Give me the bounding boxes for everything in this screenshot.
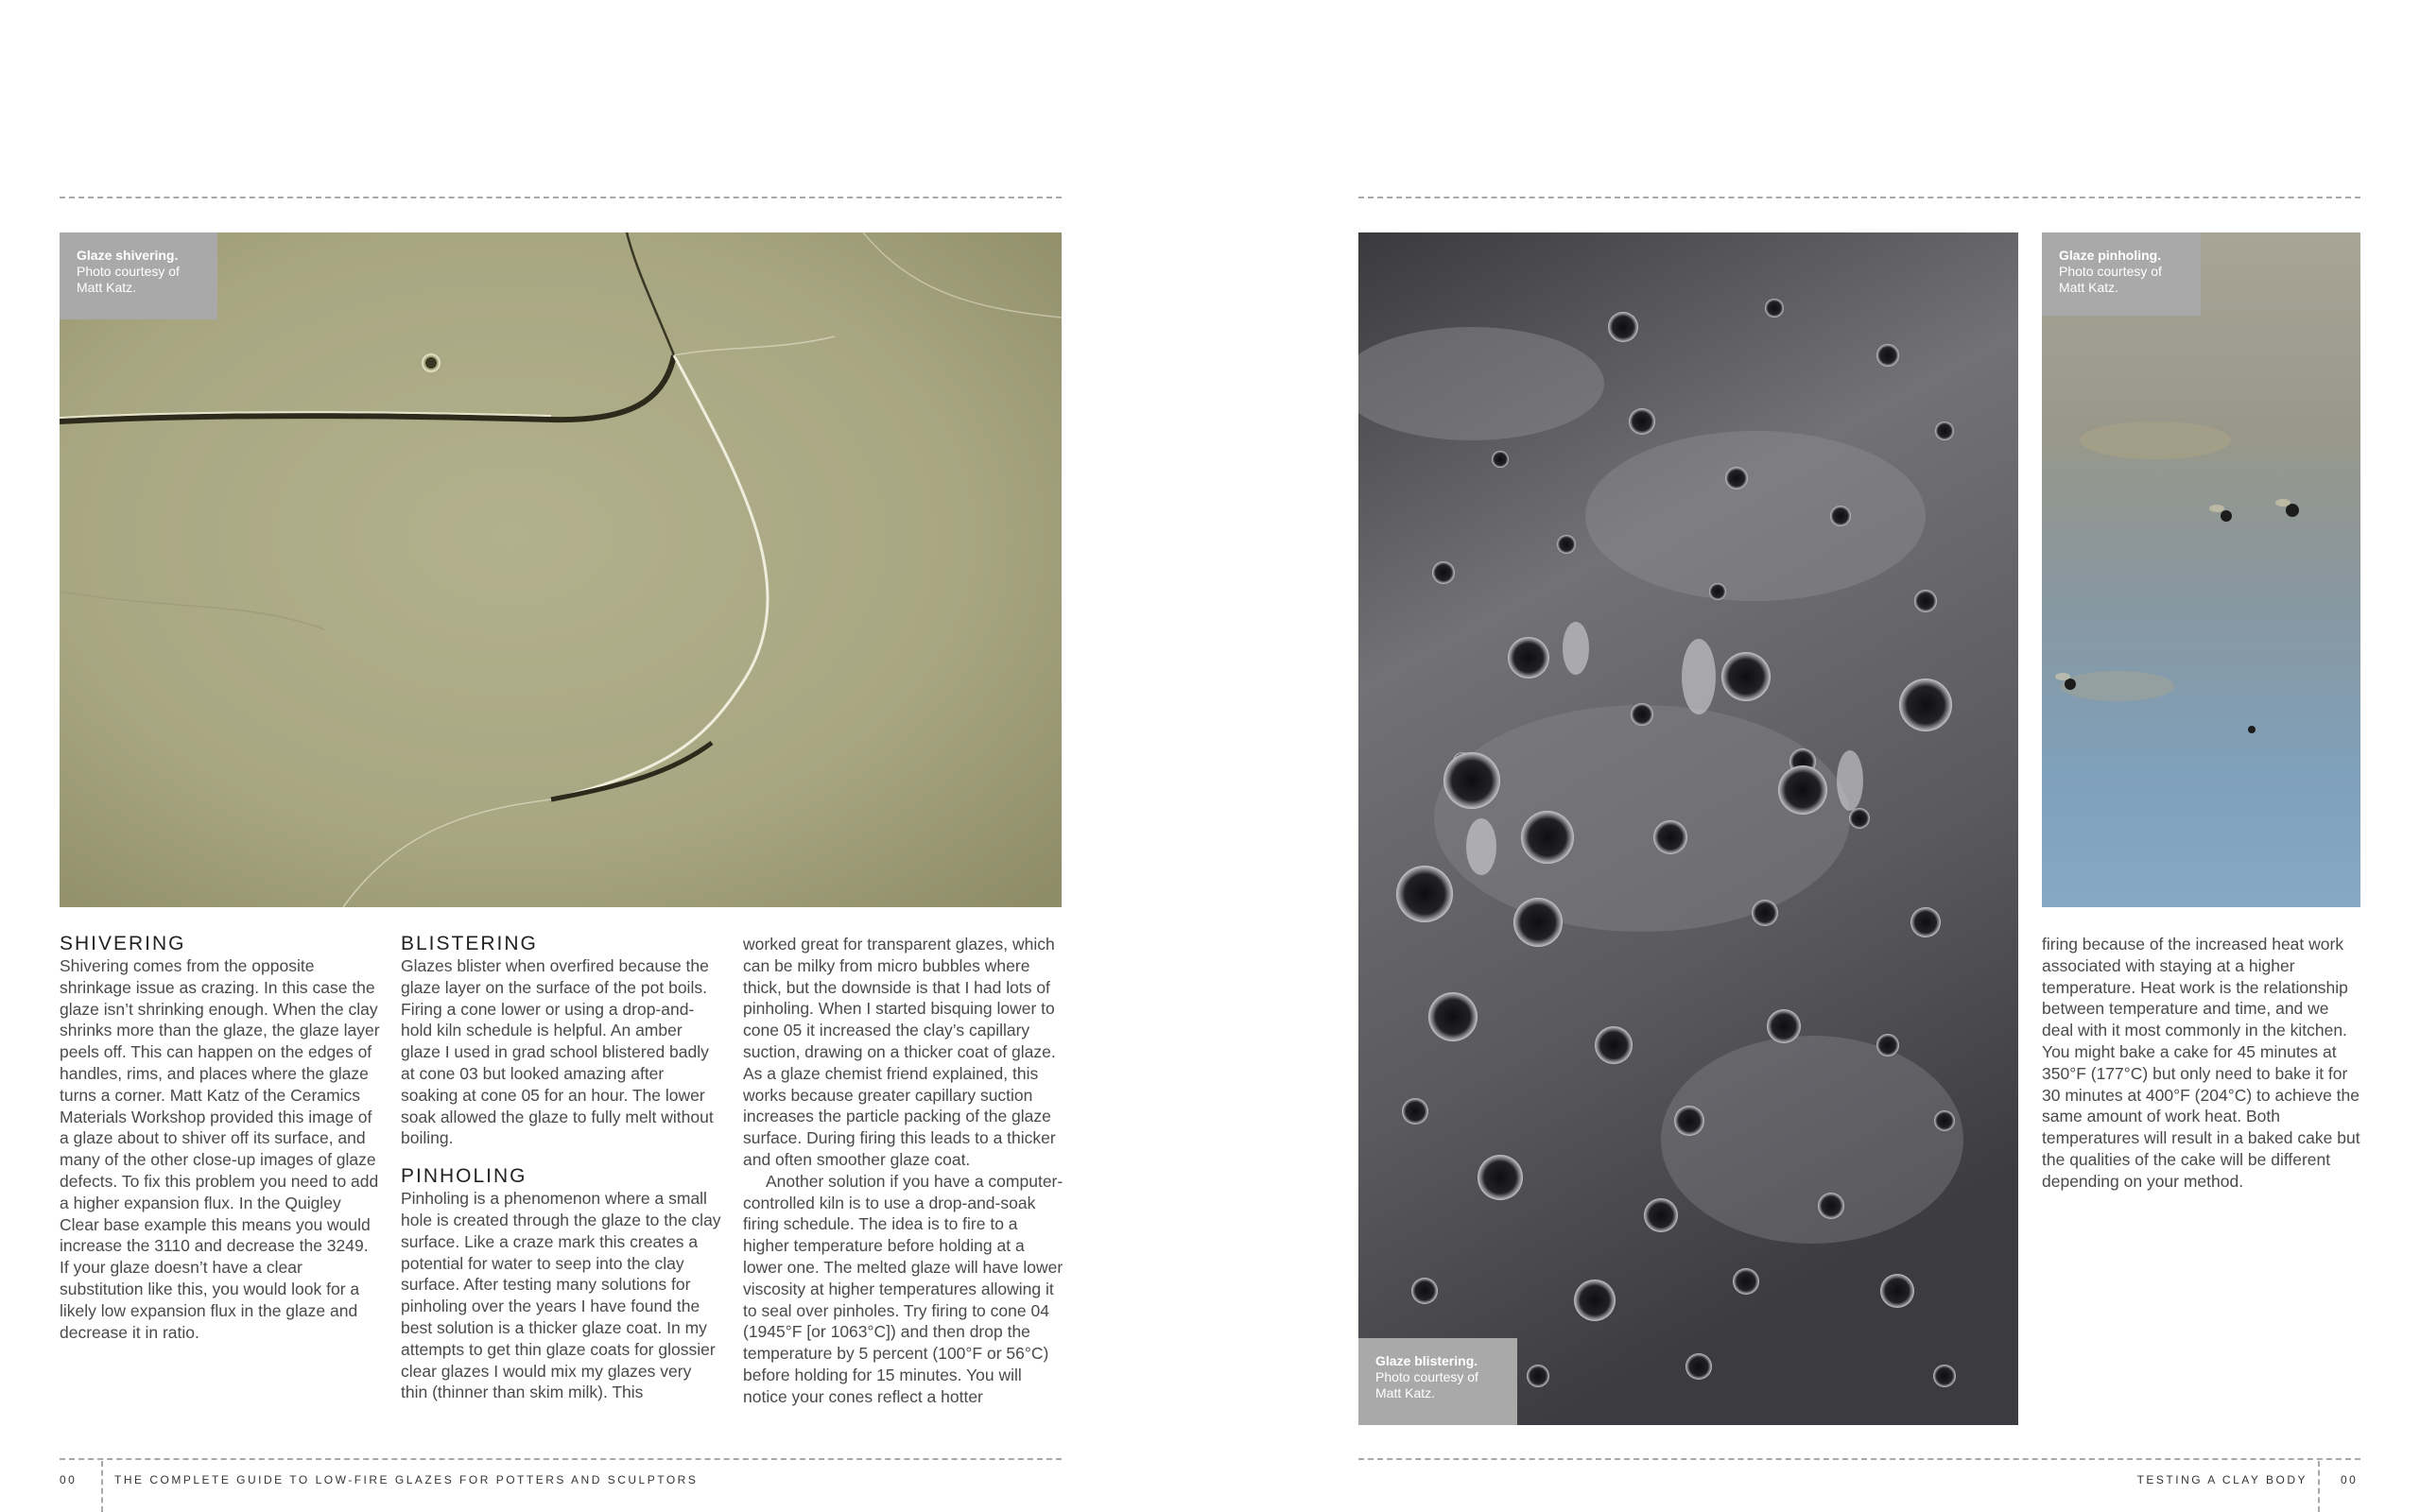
bottom-rule-left bbox=[60, 1458, 1062, 1460]
folio-divider-right bbox=[2318, 1461, 2320, 1512]
caption-credit: Photo courtesy of Matt Katz. bbox=[1375, 1369, 1478, 1400]
running-head-right: TESTING A CLAY BODY bbox=[2136, 1473, 2308, 1486]
blistering-caption bbox=[1358, 1338, 1517, 1425]
running-head-left: THE COMPLETE GUIDE TO LOW-FIRE GLAZES FOR POTTERS AND SCULPTORS bbox=[114, 1473, 699, 1486]
caption-credit: Photo courtesy of Matt Katz. bbox=[2059, 264, 2162, 295]
caption-credit: Photo courtesy of Matt Katz. bbox=[77, 264, 180, 295]
folio-right: 00 bbox=[2341, 1473, 2359, 1486]
body-pinholing: Pinholing is a phenomenon where a small hole is created through the glaze to the clay surface. Like a craze mark this creates a potential for water to seep into the clay surface. After testing many solutions for pinholing over the years I have found the best solution is a thicker glaze coat. In my attempts to get thin glaze coats for glossier clear glazes I would mix my glazes very thin (thinner than skim milk). This bbox=[401, 1189, 721, 1402]
pinholing-photo bbox=[2042, 232, 2360, 907]
body-heat-work: firing because of the increased heat work associated with staying at a higher temperature. Heat work is the relationship between temperature and time, and we deal with it most commonly in the kitchen. You might bake a cake for 45 minutes at 350°F (177°C) but only need to bake it for 30 minutes at 400°F (204°C) to achieve the same amount of work heat. Both temperatures will result in a baked cake but the qualities of the cake will be different depending on your method. bbox=[2042, 935, 2360, 1191]
caption-title: Glaze shivering. bbox=[77, 248, 179, 263]
bottom-rule-right bbox=[1358, 1458, 2360, 1460]
blistering-photo bbox=[1358, 232, 2018, 1425]
shivering-caption bbox=[60, 232, 217, 319]
folio-divider-left bbox=[101, 1461, 103, 1512]
heading-shivering: SHIVERING bbox=[60, 933, 186, 954]
body-shivering: Shivering comes from the opposite shrinkage issue as crazing. In this case the glaze isn’t shrinking enough. When the clay shrinks more than the glaze, the glaze layer peels off. This can happen on the edges of handles, rims, and places where the glaze turns a corner. Matt Katz of the Ceramics Materials Workshop provided this image of a glaze about to shiver off its surface, and many of the other close-up images of glaze defects. To fix this problem you need to add a higher expansion flux. In the Quigley Clear base example this means you would increase the 3110 and decrease the 3249. If your glaze doesn’t have a clear substitution like this, you would look for a likely low expansion flux in the glaze and decrease it in ratio. bbox=[60, 956, 380, 1342]
body-blistering: Glazes blister when overfired because the glaze layer on the surface of the pot boils. Firing a cone lower or using a drop-and-hold kiln schedule is helpful. An amber glaze I used in grad school blistered badly at cone 03 but looked amazing after soaking at cone 05 for an hour. The lower soak allowed the glaze to fully melt without boiling. bbox=[401, 956, 714, 1148]
shivering-photo bbox=[60, 232, 1062, 907]
text-column-2 bbox=[401, 932, 722, 1403]
folio-left: 00 bbox=[60, 1473, 78, 1486]
body-continued-2: Another solution if you have a computer-controlled kiln is to use a drop-and-soak firing schedule. The idea is to fire to a higher temperature before holding at a lower one. The melted glaze will have lower viscosity at higher temperatures allowing it to seal over pinholes. Try firing to cone 04 (1945°F [or 1063°C]) and then drop the temperature by 5 percent (100°F or 56°C) before holding for 15 minutes. You will notice your cones reflect a hotter bbox=[743, 1171, 1063, 1406]
pinholing-caption bbox=[2042, 232, 2201, 316]
caption-title: Glaze blistering. bbox=[1375, 1353, 1478, 1368]
text-column-3 bbox=[743, 934, 1064, 1408]
heading-blistering: BLISTERING bbox=[401, 933, 538, 954]
top-rule-left bbox=[60, 197, 1062, 198]
text-column-1 bbox=[60, 932, 381, 1343]
heading-pinholing: PINHOLING bbox=[401, 1165, 527, 1188]
caption-title: Glaze pinholing. bbox=[2059, 248, 2162, 263]
body-continued-1: worked great for transparent glazes, which can be milky from micro bubbles where thick, but the downside is that I had lots of pinholing. When I started bisquing lower to cone 05 it increased the clay’s capillary suction, drawing on a thicker coat of glaze. As a glaze chemist friend explained, this works because greater capillary suction increases the particle packing of the glaze surface. During firing this leads to a thicker and often smoother glaze coat. bbox=[743, 935, 1056, 1169]
text-column-right bbox=[2042, 934, 2363, 1193]
top-rule-right bbox=[1358, 197, 2360, 198]
